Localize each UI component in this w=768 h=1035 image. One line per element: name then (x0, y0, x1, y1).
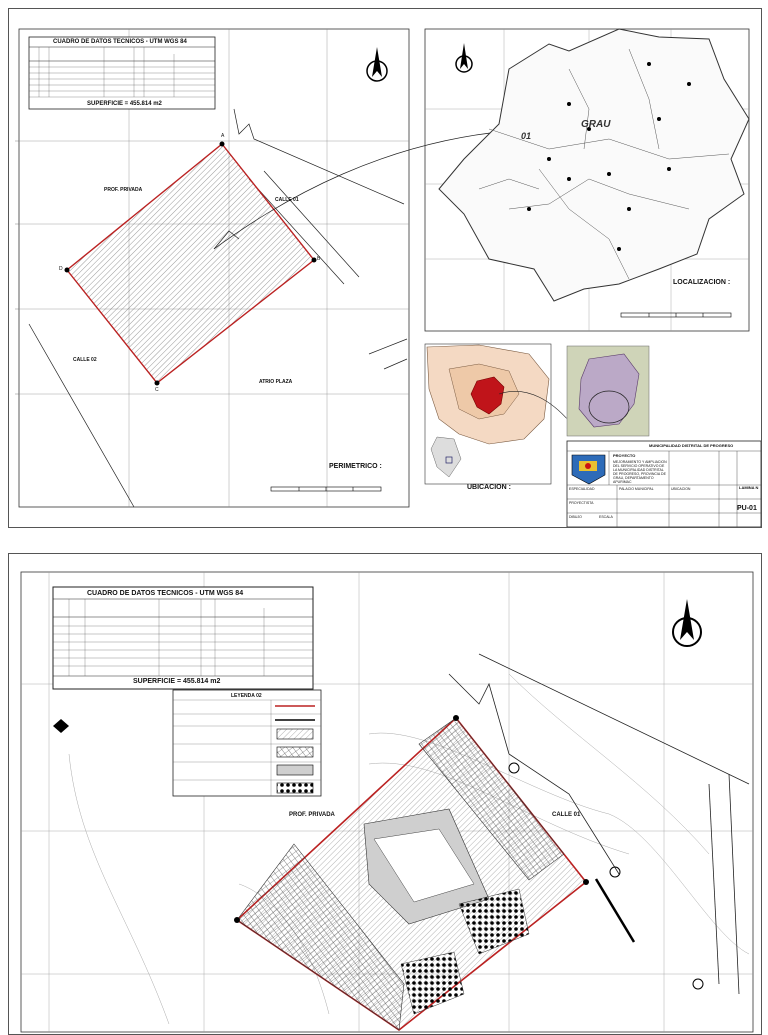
lamina-label: LAMINA N (739, 485, 759, 490)
vertex-b: B (317, 256, 321, 262)
district-map (439, 29, 749, 301)
title-block (567, 441, 761, 527)
north-arrow-1 (367, 47, 387, 81)
zone-label: 01 (521, 131, 532, 141)
sheet-code: PU-01 (737, 505, 757, 512)
tb-cell-proy: PROYECTISTA (569, 501, 594, 505)
grau-label: GRAU (581, 119, 611, 130)
proyecto-label: PROYECTO (613, 453, 636, 458)
atrio-label: ATRIO PLAZA (259, 379, 293, 385)
north-arrow-3 (673, 599, 701, 646)
table-title-2: CUADRO DE DATOS TECNICOS - UTM WGS 84 (87, 590, 244, 597)
tb-cell-palacio: PALACIO MUNICIPAL (619, 487, 654, 491)
prop-privada-label-2: PROF. PRIVADA (289, 812, 335, 818)
ubicacion-title: UBICACION : (467, 484, 511, 491)
calle01-label-2: CALLE 01 (552, 812, 581, 818)
org-name: MUNICIPALIDAD DISTRITAL DE PROGRESO (649, 443, 734, 448)
perimetrico-title: PERIMETRICO : (329, 463, 382, 470)
sheet2-drawing (9, 554, 761, 1034)
vertex-c: C (155, 387, 159, 393)
surface-label-2: SUPERFICIE = 455.814 m2 (133, 678, 221, 685)
tb-cell-esp: ESPECIALIDAD (569, 487, 595, 491)
sheet1-drawing (9, 9, 761, 527)
tb-cell-dibujo: DIBUJO (569, 515, 582, 519)
project-desc: MEJORAMIENTO Y AMPLIACION DEL SERVICIO OPERATIVO DE LA MUNICIPALIDAD DISTRITAL DE PROGRESO, PROVINCIA DE GRAU, DEPARTAMENTO APURIMAC (613, 460, 667, 484)
tech-table-2 (53, 587, 313, 689)
surface-label: SUPERFICIE = 455.814 m2 (87, 101, 162, 107)
drawing-sheet-2 (8, 553, 762, 1035)
vertex-d: D (59, 266, 63, 272)
lot-polygon (67, 144, 314, 383)
localizacion-title: LOCALIZACION : (673, 279, 731, 286)
tb-cell-ubic: UBICACION (671, 487, 691, 491)
tb-cell-escala: ESCALA (599, 515, 613, 519)
calle01-label: CALLE 01 (275, 197, 299, 203)
sheet-separator (0, 530, 768, 550)
table-title: CUADRO DE DATOS TECNICOS - UTM WGS 84 (53, 39, 187, 45)
legend-title: LEYENDA 02 (231, 693, 262, 699)
north-arrow-2 (456, 43, 472, 72)
drawing-sheet-1 (8, 8, 762, 528)
calle02-label: CALLE 02 (73, 357, 97, 363)
prop-privada-label: PROF. PRIVADA (104, 187, 143, 193)
vertex-a: A (221, 133, 225, 139)
